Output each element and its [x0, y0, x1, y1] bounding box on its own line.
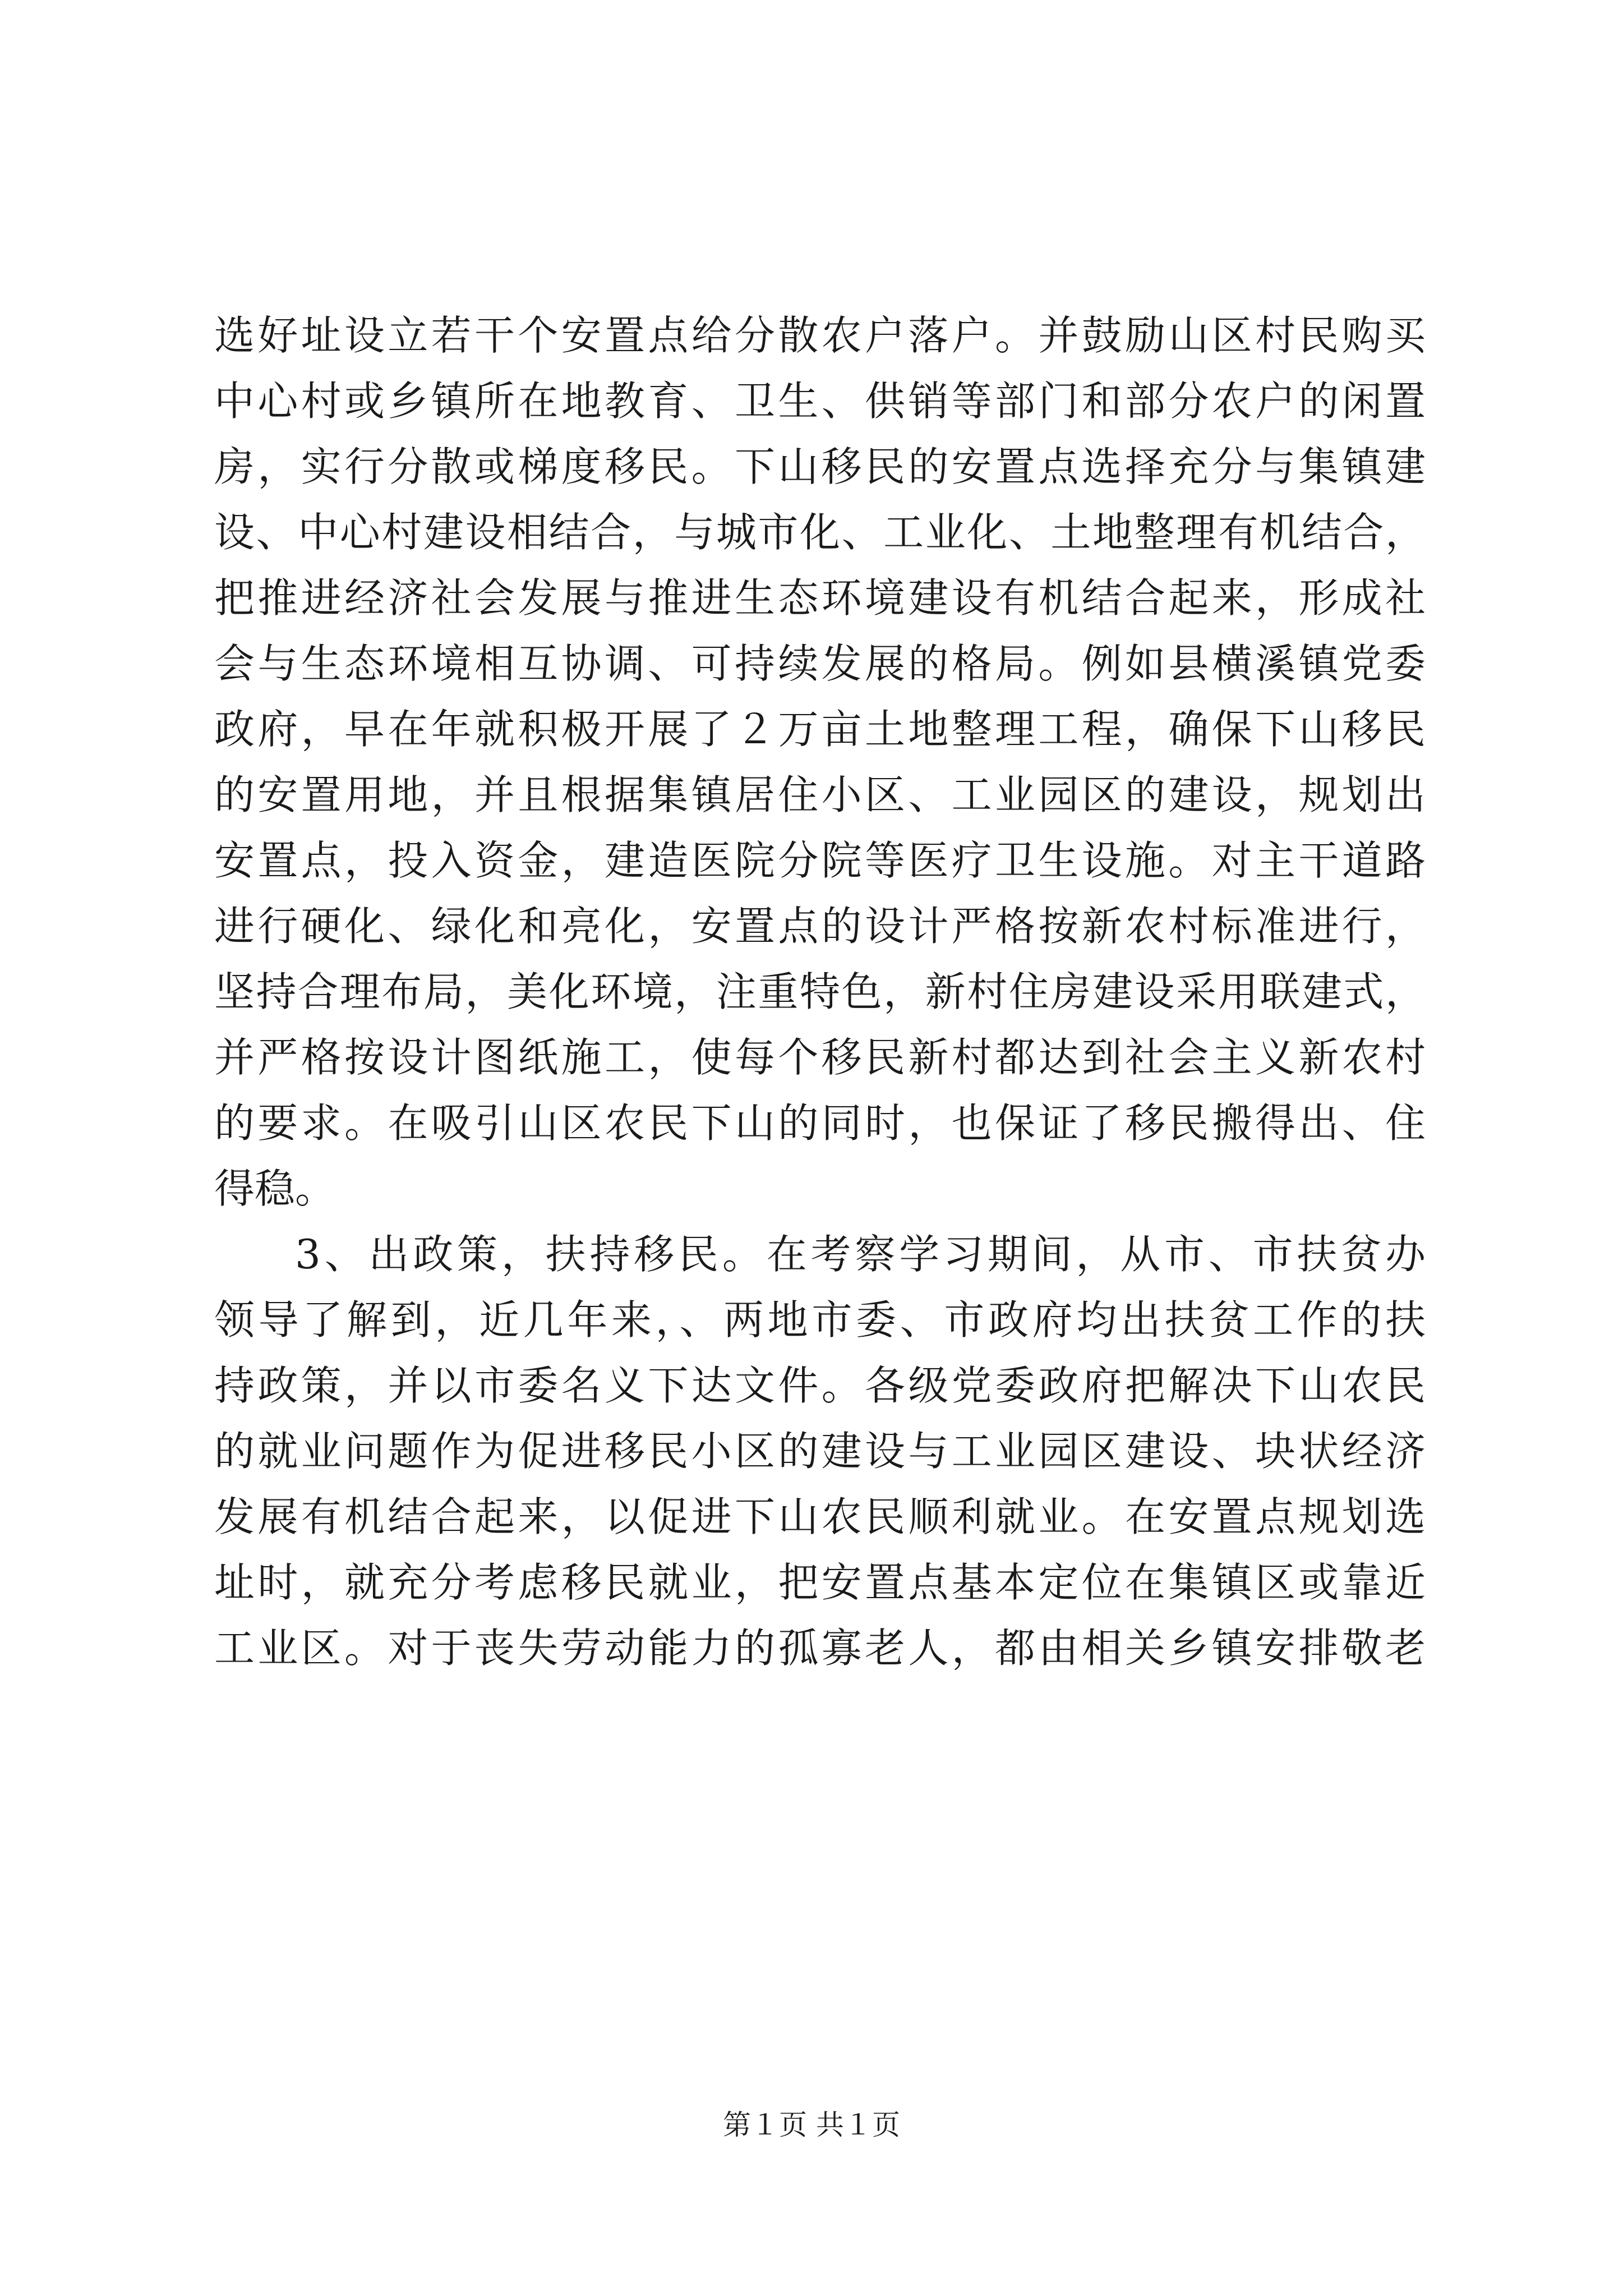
text-line: 坚持合理布局，美化环境，注重特色，新村住房建设采用联建式， — [214, 968, 1426, 1015]
text-line: 的要求。在吸引山区农民下山的同时，也保证了移民搬得出、住 — [214, 1099, 1426, 1147]
text-line: 工业区。对于丧失劳动能力的孤寡老人，都由相关乡镇安排敬老 — [214, 1625, 1426, 1672]
text-line: 进行硬化、绿化和亮化，安置点的设计严格按新农村标准进行， — [214, 903, 1426, 950]
text-line: 的就业问题作为促进移民小区的建设与工业园区建设、块状经济 — [214, 1428, 1426, 1475]
page-footer: 第１页 共１页 — [723, 2109, 900, 2141]
text-line: 政府，早在年就积极开展了２万亩土地整理工程，确保下山移民 — [214, 706, 1426, 753]
text-line: 安置点，投入资金，建造医院分院等医疗卫生设施。对主干道路 — [214, 837, 1426, 884]
text-line: 把推进经济社会发展与推进生态环境建设有机结合起来，形成社 — [214, 574, 1426, 622]
text-line: 3、出政策，扶持移民。在考察学习期间，从市、市扶贫办 — [295, 1231, 1426, 1278]
text-line: 中心村或乡镇所在地教育、卫生、供销等部门和部分农户的闲置 — [214, 378, 1426, 425]
text-line: 址时，就充分考虑移民就业，把安置点基本定位在集镇区或靠近 — [214, 1559, 1426, 1606]
text-line: 领导了解到，近几年来，、两地市委、市政府均出扶贫工作的扶 — [214, 1296, 1426, 1343]
text-line: 设、中心村建设相结合，与城市化、工业化、土地整理有机结合， — [214, 509, 1426, 556]
text-line: 持政策，并以市委名义下达文件。各级党委政府把解决下山农民 — [214, 1362, 1426, 1409]
text-line: 会与生态环境相互协调、可持续发展的格局。例如县横溪镇党委 — [214, 640, 1426, 687]
text-line: 发展有机结合起来，以促进下山农民顺利就业。在安置点规划选 — [214, 1493, 1426, 1540]
text-line: 选好址设立若干个安置点给分散农户落户。并鼓励山区村民购买 — [214, 312, 1426, 359]
text-line: 房，实行分散或梯度移民。下山移民的安置点选择充分与集镇建 — [214, 443, 1426, 490]
text-line: 的安置用地，并且根据集镇居住小区、工业园区的建设，规划出 — [214, 771, 1426, 818]
text-line: 得稳。 — [214, 1165, 336, 1212]
body-text — [214, 303, 1426, 1681]
text-line: 并严格按设计图纸施工，使每个移民新村都达到社会主义新农村 — [214, 1034, 1426, 1081]
